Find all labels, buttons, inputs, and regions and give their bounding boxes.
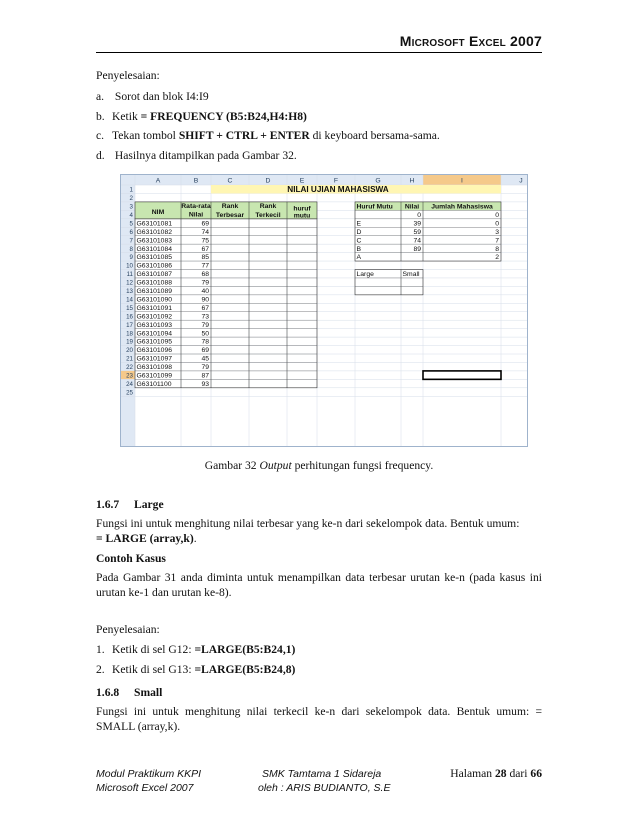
header-huruf-mutu: Huruf Mutu	[356, 203, 393, 211]
step-label: d.	[96, 149, 105, 162]
header-rule	[96, 52, 542, 53]
footer-page	[450, 767, 542, 780]
column-header: D	[265, 177, 271, 185]
student-score: 73	[201, 313, 209, 321]
step-label: c.	[96, 129, 105, 142]
row-number: 12	[126, 279, 133, 287]
row-number: 3	[129, 203, 133, 211]
grade-letter: A	[356, 254, 362, 262]
student-score: 50	[201, 330, 209, 338]
excel-grid	[121, 175, 527, 446]
row-number: 5	[129, 220, 133, 228]
excel-screenshot	[120, 174, 528, 447]
sheet-title: NILAI UJIAN MAHASISWA	[287, 185, 389, 194]
page-number: 28	[494, 767, 507, 780]
small-label: Small	[402, 271, 420, 279]
solution-step-2	[96, 662, 542, 677]
student-score: 85	[201, 254, 209, 262]
case-body: Pada Gambar 31 anda diminta untuk menampilkan data terbesar urutan ke-n (pada kasus ini urutan ke-1 dan urutan ke-8).	[96, 571, 542, 599]
step-label: a.	[96, 90, 105, 103]
header-nilai: Nilai	[188, 211, 204, 219]
step-keys: SHIFT + CTRL + ENTER	[178, 129, 310, 142]
formula-large: = LARGE (array,k)	[96, 532, 194, 545]
grade-bound: 89	[413, 245, 421, 253]
page-mid: dari	[506, 767, 531, 780]
step-formula: =LARGE(B5:B24,8)	[194, 663, 296, 676]
student-nim: G63101089	[136, 288, 173, 295]
header-nilai: Nilai	[404, 203, 420, 211]
step-text: Ketik	[112, 110, 141, 123]
student-score: 79	[201, 321, 209, 329]
student-score: 87	[201, 372, 209, 380]
row-number: 6	[129, 228, 133, 236]
section-heading-small	[96, 685, 542, 700]
grade-letter: C	[356, 237, 362, 245]
step-d	[96, 148, 542, 163]
student-nim: G63101092	[136, 313, 173, 321]
student-nim: G63101085	[136, 254, 173, 262]
student-score: 67	[201, 245, 209, 253]
header-terkecil: Terkecil	[255, 211, 281, 219]
student-nim: G63101097	[136, 355, 173, 363]
row-number: 7	[129, 237, 133, 245]
row-number: 10	[126, 262, 133, 270]
column-header: B	[193, 177, 199, 185]
section-heading-large	[96, 497, 542, 512]
formula-suffix: .	[193, 532, 197, 545]
grade-count: 0	[495, 220, 499, 228]
step-label: b.	[96, 110, 105, 123]
solution-step-1	[96, 642, 542, 657]
row-number: 21	[126, 355, 133, 363]
student-nim: G63101082	[136, 228, 173, 236]
grade-count: 0	[495, 211, 499, 219]
step-text: Ketik di sel G13:	[112, 663, 195, 676]
student-score: 45	[201, 355, 209, 363]
page-total: 66	[530, 767, 542, 780]
section-number: 1.6.7	[96, 498, 120, 511]
row-number: 24	[126, 380, 133, 388]
grade-letter: B	[356, 245, 362, 253]
steps-intro: Penyelesaian:	[96, 69, 160, 82]
student-score: 79	[201, 364, 209, 372]
column-header: J	[519, 177, 523, 185]
grade-bound: 0	[417, 211, 421, 219]
step-text: Hasilnya ditampilkan pada Gambar 32.	[114, 149, 297, 162]
row-number: 4	[129, 211, 133, 219]
step-a	[96, 89, 542, 104]
student-nim: G63101095	[136, 338, 173, 346]
column-header: I	[461, 177, 463, 185]
row-number: 22	[126, 364, 133, 372]
grade-bound: 39	[413, 220, 421, 228]
header-nim: NIM	[151, 208, 165, 216]
column-header: C	[227, 177, 233, 185]
caption-prefix: Gambar 32	[204, 459, 260, 472]
header-rank: Rank	[221, 202, 239, 210]
step-text: Tekan tombol	[112, 129, 179, 142]
student-nim: G63101088	[136, 279, 173, 287]
student-nim: G63101094	[136, 330, 173, 338]
grade-count: 3	[495, 228, 499, 236]
row-number: 18	[126, 330, 133, 338]
section-number: 1.6.8	[96, 686, 120, 699]
active-cell	[423, 371, 501, 379]
row-number: 17	[126, 321, 133, 329]
column-header: A	[155, 177, 161, 185]
row-number: 23	[126, 372, 133, 380]
step-text-suffix: di keyboard bersama-sama.	[309, 129, 440, 142]
row-number: 19	[126, 338, 133, 346]
student-score: 40	[201, 288, 209, 295]
header-terbesar: Terbesar	[215, 211, 245, 219]
student-score: 77	[201, 262, 209, 270]
row-number: 13	[126, 288, 133, 295]
step-label: 1.	[96, 643, 105, 656]
student-score: 79	[201, 279, 209, 287]
footer-school: SMK Tamtama 1 Sidareja	[262, 768, 382, 780]
step-text: Ketik di sel G12:	[112, 643, 195, 656]
solution-intro: Penyelesaian:	[96, 623, 160, 636]
header-rank: Rank	[259, 202, 277, 210]
student-nim: G63101100	[136, 380, 172, 388]
section-title: Small	[134, 686, 163, 699]
grade-letter: E	[356, 220, 362, 228]
grade-count: 2	[495, 254, 499, 262]
section-large-body	[96, 516, 542, 546]
student-nim: G63101096	[136, 347, 173, 355]
page-header-title: Microsoft Excel 2007	[399, 33, 542, 49]
grade-table-border	[355, 202, 501, 261]
row-number: 15	[126, 304, 133, 312]
footer-subject: Microsoft Excel 2007	[96, 782, 194, 794]
student-score: 90	[201, 296, 209, 304]
row-number: 11	[126, 271, 133, 279]
large-label: Large	[356, 271, 374, 279]
step-text: Sorot dan blok I4:I9	[114, 90, 209, 103]
student-score: 69	[201, 220, 209, 228]
student-score: 67	[201, 304, 209, 312]
row-number: 9	[129, 254, 133, 262]
case-heading: Contoh Kasus	[96, 552, 166, 565]
row-number: 25	[126, 389, 133, 397]
student-score: 75	[201, 237, 209, 245]
caption-italic: Output	[259, 459, 292, 472]
step-label: 2.	[96, 663, 105, 676]
step-formula: =LARGE(B5:B24,1)	[194, 643, 296, 656]
grade-bound: 74	[413, 237, 421, 245]
row-number: 1	[129, 186, 133, 194]
footer-middle	[258, 767, 390, 795]
student-nim: G63101084	[136, 245, 173, 253]
grade-count: 7	[495, 237, 499, 245]
student-nim: G63101087	[136, 271, 173, 279]
page-prefix: Halaman	[450, 767, 495, 780]
student-nim: G63101091	[136, 304, 173, 312]
student-score: 74	[201, 228, 209, 236]
column-header: F	[333, 177, 339, 185]
footer-author: oleh : ARIS BUDIANTO, S.E	[258, 782, 391, 794]
student-nim: G63101093	[136, 321, 173, 329]
row-number: 16	[126, 313, 133, 321]
caption-suffix: perhitungan fungsi frequency.	[291, 459, 434, 472]
student-score: 78	[201, 338, 209, 346]
grade-bound: 59	[413, 228, 421, 236]
student-nim: G63101090	[136, 296, 173, 304]
student-nim: G63101086	[136, 262, 173, 270]
step-b	[96, 109, 542, 124]
grade-count: 8	[495, 245, 499, 253]
header-jumlah: Jumlah Mahasiswa	[431, 203, 493, 211]
column-header: G	[375, 177, 381, 185]
section-small-body: Fungsi ini untuk menghitung nilai terkecil ke-n dari sekelompok data. Bentuk umum: = SMALL (array,k).	[96, 705, 542, 733]
row-number: 20	[126, 347, 133, 355]
step-c	[96, 128, 542, 143]
student-nim: G63101099	[136, 372, 173, 380]
footer-left	[96, 767, 201, 795]
section-title: Large	[134, 498, 164, 511]
row-number: 14	[126, 296, 133, 304]
student-nim: G63101083	[136, 237, 173, 245]
grade-letter: D	[356, 228, 362, 236]
body-text: Fungsi ini untuk menghitung nilai terbesar yang ke-n dari sekelompok data. Bentuk umum:	[96, 517, 520, 530]
student-score: 68	[201, 271, 209, 279]
header-rata-rata: Rata-rata	[181, 202, 211, 210]
student-nim: G63101098	[136, 364, 173, 372]
figure-caption	[96, 459, 542, 472]
step-formula: = FREQUENCY (B5:B24,H4:H8)	[140, 110, 307, 123]
header-mutu: mutu	[293, 212, 311, 220]
student-nim: G63101081	[136, 220, 173, 228]
header-huruf: huruf	[293, 205, 311, 213]
footer-module: Modul Praktikum KKPI	[96, 768, 202, 780]
student-score: 69	[201, 347, 209, 355]
column-header: E	[299, 177, 305, 185]
student-score: 93	[201, 380, 209, 388]
column-header: H	[409, 177, 415, 185]
row-number: 2	[129, 195, 133, 203]
row-number: 8	[129, 245, 133, 253]
